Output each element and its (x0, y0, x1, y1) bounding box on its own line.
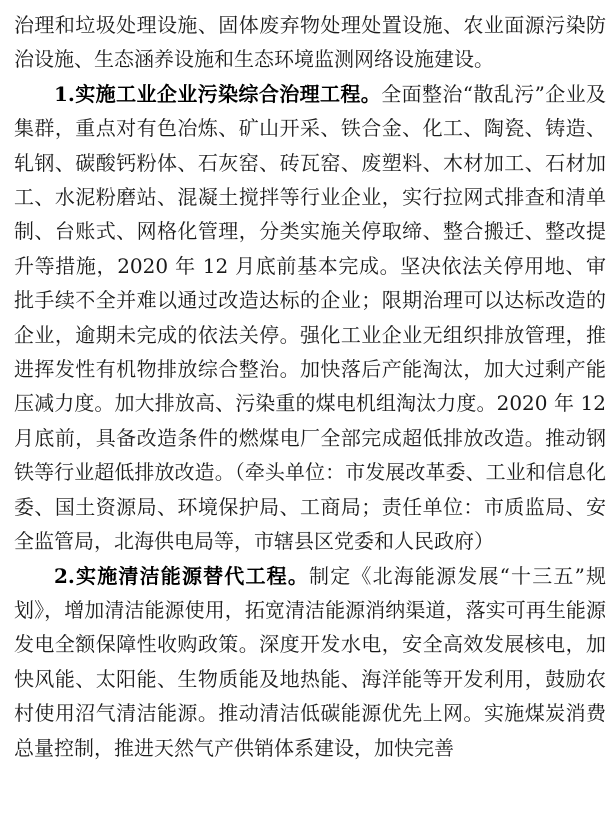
paragraph-section-2 (14, 559, 606, 765)
section-2-heading: 2.实施清洁能源替代工程。 (54, 563, 310, 588)
section-1-heading: 1.实施工业企业污染综合治理工程。 (54, 81, 382, 106)
paragraph-section-1 (14, 77, 606, 559)
section-2-text: 制定《北海能源发展“十三五”规划》，增加清洁能源使用，拓宽清洁能源消纳渠道，落实可再生能源发电全额保障性收购政策。深度开发水电，安全高效发展核电，加快风能、太阳能、生物质能及地热能、海洋能等开发利用，鼓励农村使用沼气清洁能源。推动清洁低碳能源优先上网。实施煤炭消费总量控制，推进天然气产供销体系建设，加快完善 (14, 563, 606, 760)
paragraph-intro (14, 8, 606, 77)
paragraph-intro-text: 治理和垃圾处理设施、固体废弃物处理处置设施、农业面源污染防治设施、生态涵养设施和生态环境监测网络设施建设。 (14, 13, 606, 72)
section-1-text: 全面整治“散乱污”企业及集群，重点对有色冶炼、矿山开采、铁合金、化工、陶瓷、铸造、轧钢、碳酸钙粉体、石灰窑、砖瓦窑、废塑料、木材加工、石材加工、水泥粉磨站、混凝土搅拌等行业企业，实行拉网式排查和清单制、台账式、网格化管理，分类实施关停取缔、整合搬迁、整改提升等措施，2020 年 12 月底前基本完成。坚决依法关停用地、审批手续不全并难以通过改造达标的企业；限期治理可以达标改造的企业，逾期未完成的依法关停。强化工业企业无组织排放管理，推进挥发性有机物排放综合整治。加快落后产能淘汰，加大过剩产能压减力度。加大排放高、污染重的煤电机组淘汰力度。2020 年 12 月底前，具备改造条件的燃煤电厂全部完成超低排放改造。推动钢铁等行业超低排放改造。（牵头单位：市发展改革委、工业和信息化委、国土资源局、环境保护局、工商局；责任单位：市质监局、安全监管局，北海供电局等，市辖县区党委和人民政府） (14, 81, 606, 554)
